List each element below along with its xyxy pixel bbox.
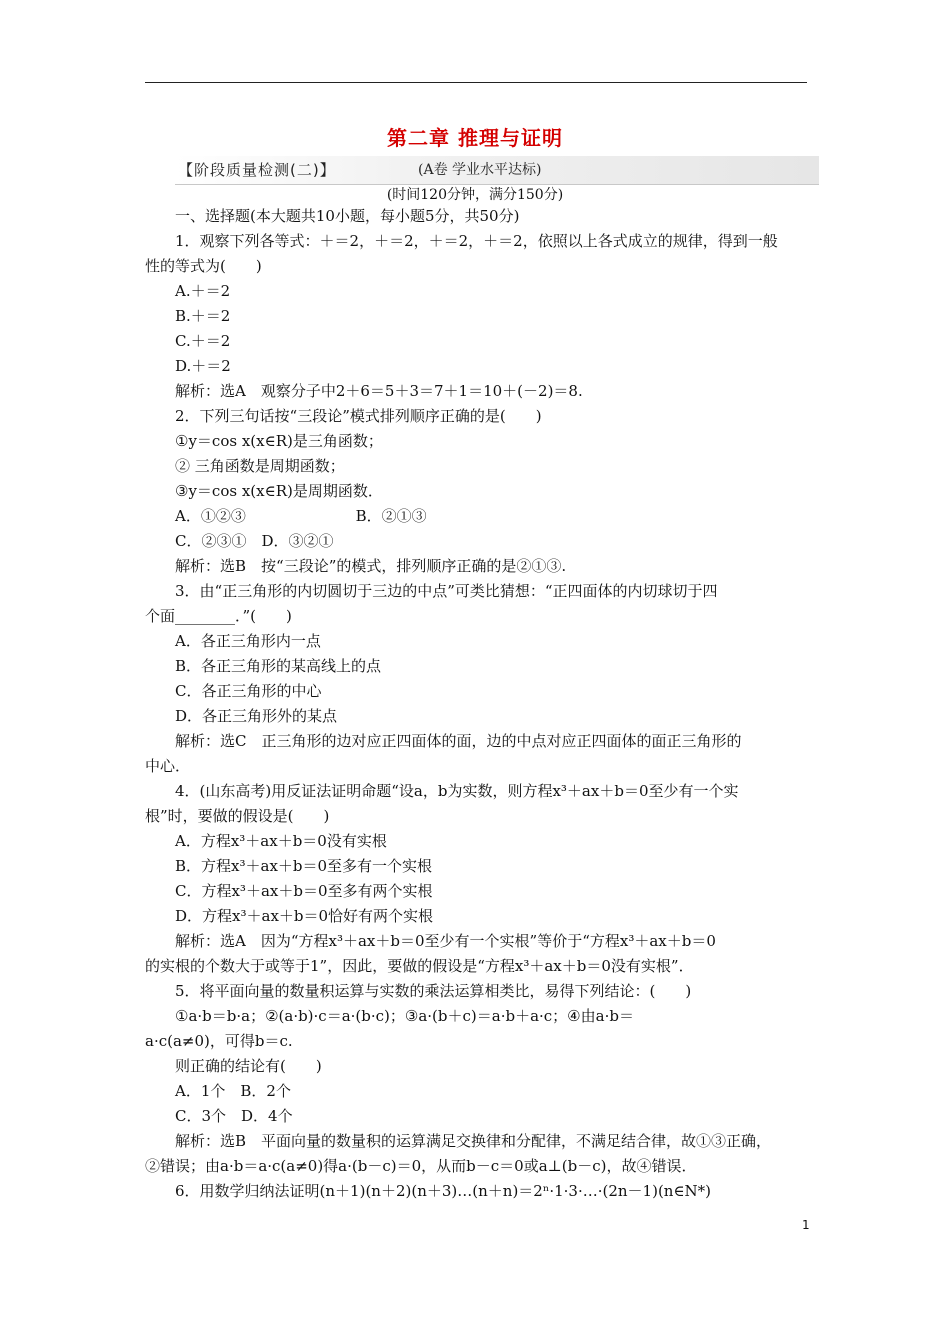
text-line: A．各正三角形内一点 — [175, 632, 321, 650]
text-line: A．方程x³＋ax＋b＝0没有实根 — [175, 832, 387, 850]
text-line: D.＋＝2 — [175, 357, 231, 375]
document-body — [145, 204, 810, 1204]
text-line: 个面________．”( ) — [145, 607, 292, 625]
text-line: A．①②③ B．②①③ — [175, 507, 427, 525]
text-line: 解析：选B 平面向量的数量积的运算满足交换律和分配律，不满足结合律，故①③正确， — [175, 1132, 772, 1150]
text-line: 3．由“正三角形的内切圆切于三边的中点”可类比猜想：“正四面体的内切球切于四 — [175, 582, 718, 600]
text-line: B.＋＝2 — [175, 307, 231, 325]
text-line: 6．用数学归纳法证明(n＋1)(n＋2)(n＋3)…(n＋n)＝2ⁿ·1·3·…·(2n－1)(n∈N*) — [175, 1182, 712, 1200]
text-line: 解析：选B 按“三段论”的模式，排列顺序正确的是②①③. — [175, 557, 567, 575]
text-line: 一、选择题(本大题共10小题，每小题5分，共50分) — [175, 207, 520, 225]
text-line: 则正确的结论有( ) — [175, 1057, 322, 1075]
text-line: C．3个 D．4个 — [175, 1107, 293, 1125]
text-line: ② 三角函数是周期函数； — [175, 457, 345, 475]
text-line: ①y＝cos x(x∈R)是三角函数； — [175, 432, 383, 450]
text-line: D．各正三角形外的某点 — [175, 707, 338, 725]
text-line: 的实根的个数大于或等于1”，因此，要做的假设是“方程x³＋ax＋b＝0没有实根”． — [145, 957, 694, 975]
text-line: ②错误；由a·b＝a·c(a≠0)得a·(b－c)＝0，从而b－c＝0或a⊥(b－c)，故④错误． — [145, 1157, 697, 1175]
text-line: 解析：选A 观察分子中2＋6＝5＋3＝7＋1＝10＋(－2)＝8. — [175, 382, 583, 400]
text-line: 性的等式为( ) — [145, 257, 262, 275]
text-line: B．各正三角形的某高线上的点 — [175, 657, 382, 675]
paper-label: (A卷 学业水平达标) — [418, 162, 542, 178]
text-line: 中心． — [145, 757, 191, 775]
text-line: D．方程x³＋ax＋b＝0恰好有两个实根 — [175, 907, 434, 925]
text-line: 5．将平面向量的数量积运算与实数的乘法运算相类比，易得下列结论：( ) — [175, 982, 692, 1000]
text-line: C．各正三角形的中心 — [175, 682, 322, 700]
time-note: (时间120分钟，满分150分) — [386, 187, 564, 203]
page-number: 1 — [802, 1218, 810, 1232]
chapter-title: 第二章 推理与证明 — [387, 126, 563, 150]
text-line: C.＋＝2 — [175, 332, 231, 350]
text-line: a·c(a≠0)，可得b＝c. — [145, 1032, 293, 1050]
stage-label: 【阶段质量检测(二)】 — [178, 161, 336, 179]
text-line: C．方程x³＋ax＋b＝0至多有两个实根 — [175, 882, 433, 900]
text-line: ③y＝cos x(x∈R)是周期函数． — [175, 482, 383, 500]
text-line: 4．(山东高考)用反证法证明命题“设a，b为实数，则方程x³＋ax＋b＝0至少有一个实 — [175, 782, 739, 800]
text-line: B．方程x³＋ax＋b＝0至多有一个实根 — [175, 857, 433, 875]
text-line: 解析：选A 因为“方程x³＋ax＋b＝0至少有一个实根”等价于“方程x³＋ax＋b＝0 — [175, 932, 716, 950]
text-line: ①a·b＝b·a；②(a·b)·c＝a·(b·c)；③a·(b＋c)＝a·b＋a·c；④由a·b＝ — [175, 1007, 634, 1025]
text-line: C．②③① D．③②① — [175, 532, 334, 550]
text-line: A．1个 B．2个 — [175, 1082, 291, 1100]
text-line: 解析：选C 正三角形的边对应正四面体的面，边的中点对应正四面体的面正三角形的 — [175, 732, 742, 750]
text-line: 2．下列三句话按“三段论”模式排列顺序正确的是( ) — [175, 407, 542, 425]
text-line: 根”时，要做的假设是( ) — [145, 807, 330, 825]
text-line: A.＋＝2 — [175, 282, 231, 300]
text-line: 1．观察下列各等式：＋＝2，＋＝2，＋＝2，＋＝2，依照以上各式成立的规律，得到一般 — [175, 232, 778, 250]
header-rule — [145, 82, 807, 83]
